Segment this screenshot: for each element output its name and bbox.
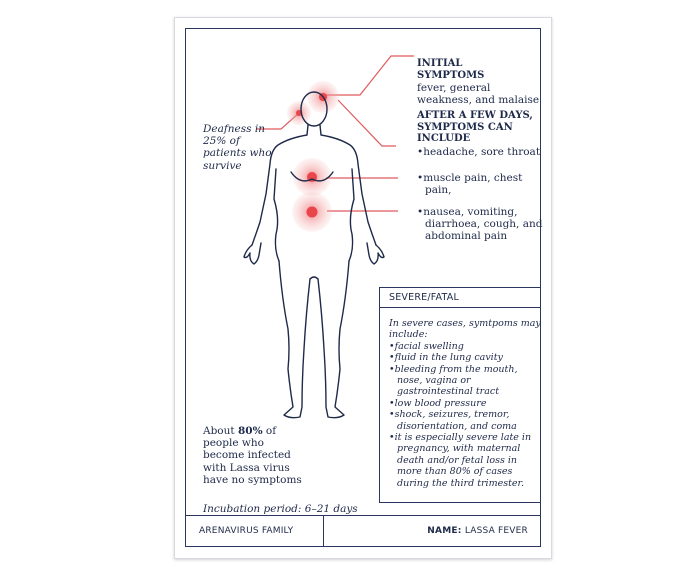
- severe-item: • bleeding from the mouth,: [389, 364, 532, 375]
- virus-family: ARENAVIRUS FAMILY: [186, 516, 324, 546]
- asymptomatic-stat: About 80% of people who become infected with Lassa virus have no symptoms: [203, 425, 302, 486]
- severe-item: • fluid in the lung cavity: [389, 352, 532, 363]
- leader-line-initial: [324, 56, 414, 95]
- severe-fatal-box: [379, 287, 541, 503]
- symptom-bullet-muscle: • muscle pain, chest pain,: [417, 172, 522, 196]
- symptom-hotspots: [287, 81, 339, 232]
- severe-fatal-body: In severe cases, symtpoms may include: • facial swelling • fluid in the lung cavity • bleeding from the mouth, nose, vagina or gastrointestinal tract • low blood pressure • shock, seizures, tremor, disorientation, and coma • it is especially severe late in pregnancy, with maternal death and/or fetal loss in more than 80% of cases during the third trimester.: [380, 308, 540, 489]
- severe-item: • facial swelling: [389, 341, 532, 352]
- card-frame: [185, 28, 541, 547]
- disease-name: NAME: LASSA FEVER: [427, 526, 528, 536]
- severe-item: • shock, seizures, tremor,: [389, 409, 532, 420]
- leader-line-after: [338, 100, 396, 146]
- severe-item: • low blood pressure: [389, 398, 532, 409]
- after-few-days-heading: AFTER A FEW DAYS, SYMPTOMS CAN INCLUDE: [417, 110, 533, 144]
- infographic-card: [174, 17, 552, 559]
- card-footer: [186, 515, 540, 546]
- initial-symptoms-heading: INITIAL SYMPTOMS: [417, 58, 485, 81]
- symptom-bullet-nausea: • nausea, vomiting, diarrhoea, cough, and abdominal pain: [417, 206, 542, 243]
- severe-item: • it is especially severe late in: [389, 432, 532, 443]
- incubation-period: Incubation period: 6–21 days: [203, 503, 358, 515]
- symptom-bullet-headache: • headache, sore throat: [417, 146, 540, 158]
- initial-symptoms-text: fever, general weakness, and malaise: [417, 82, 540, 107]
- deafness-annotation: Deafness in 25% of patients who survive: [203, 123, 272, 172]
- severe-fatal-title: SEVERE/FATAL: [380, 288, 540, 308]
